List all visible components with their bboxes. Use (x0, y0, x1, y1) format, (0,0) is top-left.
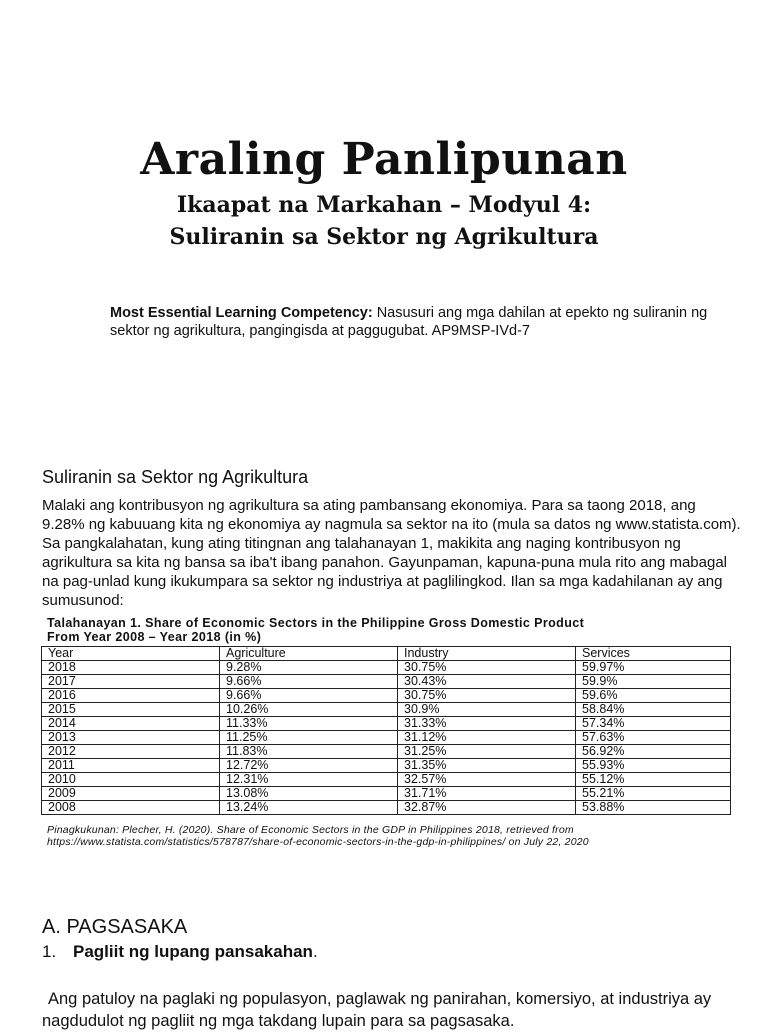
table-cell: 31.25% (398, 745, 576, 759)
table-caption-line2: From Year 2008 – Year 2018 (in %) (47, 630, 262, 644)
table-cell: 53.88% (576, 801, 731, 815)
document-title: Araling Panlipunan (140, 134, 628, 185)
table-cell: 11.25% (220, 731, 398, 745)
table-cell: 9.66% (220, 675, 398, 689)
table-row (42, 717, 731, 731)
table-cell: 59.6% (576, 689, 731, 703)
table-cell: 2017 (42, 675, 220, 689)
list-item (42, 942, 318, 962)
pagsasaka-heading: A. PAGSASAKA (42, 916, 188, 938)
item-number: 1. (42, 942, 57, 961)
table-cell: 2009 (42, 787, 220, 801)
table-cell: 13.24% (220, 801, 398, 815)
table-cell: 9.28% (220, 661, 398, 675)
table-cell: 32.57% (398, 773, 576, 787)
table-cell: 31.35% (398, 759, 576, 773)
table-cell: 30.75% (398, 661, 576, 675)
table-cell: 56.92% (576, 745, 731, 759)
pagsasaka-paragraph: Ang patuloy na paglaki ng populasyon, paglawak ng panirahan, komersiyo, at industriya ay nagdudulot ng pagliit ng mga takdang lupain para sa pagsasaka. (42, 990, 712, 1030)
table-cell: 2016 (42, 689, 220, 703)
table-cell: 12.31% (220, 773, 398, 787)
table-cell: 31.33% (398, 717, 576, 731)
intro-paragraph: Malaki ang kontribusyon ng agrikultura sa ating pambansang ekonomiya. Para sa taong 2018, ang 9.28% ng kabuuang kita ng ekonomiya ay nagmula sa sektor na ito (mula sa datos ng www.statista.com). Sa pangkalahatan, kung ating titingnan ang talahanayan 1, makikita ang naging kontribusyon ng agrikultura sa kita ng bansa sa iba't ibang panahon. Gayunpaman, kapuna-puna mula rito ang mabagal na pag-unlad kung ikukumpara sa sektor ng industriya at paglilingkod. Ilan sa mga kadahilanan ay ang sumusunod: (42, 497, 741, 609)
table-caption-line1: Talahanayan 1. Share of Economic Sectors in the Philippine Gross Domestic Product (47, 616, 585, 630)
table-cell: 58.84% (576, 703, 731, 717)
melc-label: Most Essential Learning Competency: (110, 305, 373, 321)
table-cell: 55.93% (576, 759, 731, 773)
table-row (42, 759, 731, 773)
table-cell: 30.9% (398, 703, 576, 717)
melc-statement (110, 304, 720, 340)
item-title: Pagliit ng lupang pansakahan (73, 942, 313, 961)
table-row (42, 703, 731, 717)
table-cell: 2008 (42, 801, 220, 815)
table-cell: 59.9% (576, 675, 731, 689)
table-cell: 12.72% (220, 759, 398, 773)
table-cell: 57.63% (576, 731, 731, 745)
table-cell: 13.08% (220, 787, 398, 801)
item-period: . (312, 942, 318, 961)
table-caption (47, 616, 737, 644)
table-row (42, 801, 731, 815)
table-row (42, 787, 731, 801)
table-cell: 11.83% (220, 745, 398, 759)
gdp-sectors-table (41, 646, 731, 815)
table-cell: 31.12% (398, 731, 576, 745)
table-cell: 9.66% (220, 689, 398, 703)
module-subtitle: Ikaapat na Markahan – Modyul 4: (176, 192, 592, 218)
table-cell: 32.87% (398, 801, 576, 815)
table-cell: 11.33% (220, 717, 398, 731)
table-header-row (42, 647, 731, 661)
source-line1: Pinagkukunan: Plecher, H. (2020). Share of Economic Sectors in the GDP in Philippines 2018, retrieved from (47, 824, 574, 836)
table-cell: 10.26% (220, 703, 398, 717)
table-cell: 55.21% (576, 787, 731, 801)
section-heading: Suliranin sa Sektor ng Agrikultura (42, 467, 309, 487)
table-cell: 2012 (42, 745, 220, 759)
table-row (42, 731, 731, 745)
table-cell: 2010 (42, 773, 220, 787)
table-cell: 57.34% (576, 717, 731, 731)
table-cell: 30.75% (398, 689, 576, 703)
table-row (42, 773, 731, 787)
table-cell: 31.71% (398, 787, 576, 801)
header-cell: Services (576, 647, 731, 661)
table-source (47, 824, 747, 848)
table-row (42, 745, 731, 759)
module-topic: Suliranin sa Sektor ng Agrikultura (169, 224, 599, 250)
table-cell: 2014 (42, 717, 220, 731)
table-cell: 2015 (42, 703, 220, 717)
table-row (42, 675, 731, 689)
header-cell: Agriculture (220, 647, 398, 661)
header-cell: Industry (398, 647, 576, 661)
table-cell: 2013 (42, 731, 220, 745)
source-line2: https://www.statista.com/statistics/578787/share-of-economic-sectors-in-the-gdp-in-philippines/ on July 22, 2020 (47, 836, 589, 848)
table-cell: 30.43% (398, 675, 576, 689)
table-row (42, 661, 731, 675)
header-cell: Year (42, 647, 220, 661)
table-cell: 55.12% (576, 773, 731, 787)
melc-text: Nasusuri ang mga dahilan at epekto ng suliranin ng sektor ng agrikultura, pangingisda at paggugubat. AP9MSP-IVd-7 (110, 305, 708, 339)
table-row (42, 689, 731, 703)
table-cell: 59.97% (576, 661, 731, 675)
table-cell: 2011 (42, 759, 220, 773)
table-cell: 2018 (42, 661, 220, 675)
